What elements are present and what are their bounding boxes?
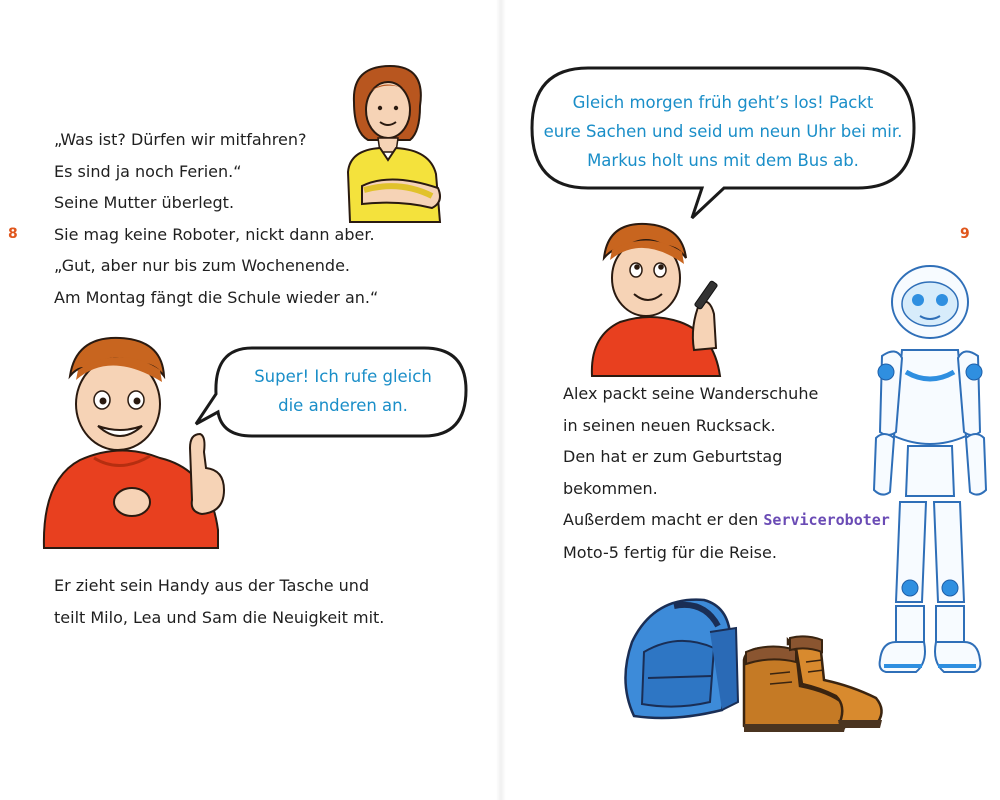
bubble-line: die anderen an. (278, 396, 408, 415)
text-line: Alex packt seine Wanderschuhe (563, 384, 819, 403)
text-line: Sie mag keine Roboter, nickt dann aber. (54, 224, 375, 244)
text-line: bekommen. (563, 478, 658, 498)
text-line: Am Montag fängt die Schule wieder an.“ (54, 287, 379, 307)
paragraph-backpack (563, 378, 890, 569)
text-line (563, 504, 890, 537)
backpack-illustration (614, 592, 744, 722)
bubble-line: Markus holt uns mit dem Bus ab. (587, 151, 859, 170)
text-line: „Was ist? Dürfen wir mitfahren? (54, 130, 307, 149)
page-number-right: 9 (960, 226, 970, 242)
text-line: Er zieht sein Handy aus der Tasche und (54, 576, 370, 595)
book-gutter (496, 0, 506, 800)
text-fragment: Außerdem macht er den (563, 510, 759, 530)
bubble-line: Super! Ich rufe gleich (254, 367, 432, 386)
paragraph-mother (54, 124, 378, 314)
bubble-line: eure Sachen und seid um neun Uhr bei mir. (543, 122, 903, 141)
boy-with-phone-illustration (590, 218, 730, 378)
robot-illustration (866, 262, 996, 682)
text-line: in seinen neuen Rucksack. (563, 415, 776, 435)
boots-illustration (740, 634, 888, 734)
text-line: Es sind ja noch Ferien.“ (54, 161, 242, 181)
text-line: „Gut, aber nur bis zum Wochenende. (54, 256, 351, 276)
text-line: Seine Mutter überlegt. (54, 193, 235, 213)
text-line: Den hat er zum Geburtstag (563, 447, 783, 467)
speech-bubble-left-text (228, 362, 458, 420)
highlight-word-serviceroboter: Serviceroboter (763, 511, 890, 530)
speech-bubble-right-text (530, 88, 916, 175)
bubble-line: Gleich morgen früh geht’s los! Packt (572, 93, 874, 112)
page-number-left: 8 (8, 226, 18, 242)
mother-illustration (340, 62, 450, 228)
text-line: teilt Milo, Lea und Sam die Neuigkeit mit. (54, 607, 385, 627)
paragraph-handy (54, 570, 384, 633)
text-line: Moto-5 fertig für die Reise. (563, 542, 777, 562)
